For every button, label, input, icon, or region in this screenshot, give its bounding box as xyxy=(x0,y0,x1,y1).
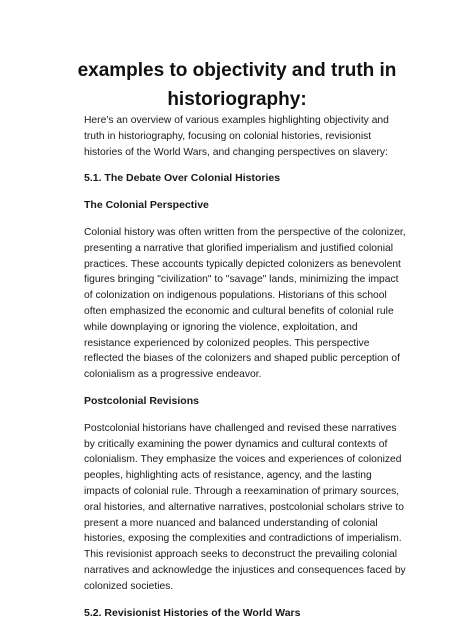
colonial-perspective-heading: The Colonial Perspective xyxy=(84,199,209,212)
section-2-heading: 5.2. Revisionist Histories of the World Wars xyxy=(84,606,301,619)
postcolonial-heading: Postcolonial Revisions xyxy=(84,394,199,407)
intro-paragraph: Here’s an overview of various examples highlighting objectivity and truth in historiography, focusing on colonial histories, revisionist histories of the World Wars, and changing perspectives on slavery: xyxy=(84,115,389,158)
document-body xyxy=(84,113,406,632)
section-1-heading: 5.1. The Debate Over Colonial Histories xyxy=(84,172,281,185)
postcolonial-paragraph: Postcolonial historians have challenged and revised these narratives by critically examining the power dynamics and cultural contexts of colonialism. They emphasize the voices and experiences of colonized peoples, highlighting acts of resistance, agency, and the lasting impacts of colonial rule. Through a reexamination of primary sources, oral histories, and alternative narratives, postcolonial scholars strive to present a more nuanced and balanced understanding of colonial histories, exposing the complexities and contradictions of imperialism. This revisionist approach seeks to deconstruct the prevailing colonial narratives and acknowledge the injustices and consequences faced by colonized societies. xyxy=(84,422,406,592)
colonial-perspective-paragraph: Colonial history was often written from the perspective of the colonizer, presenting a narrative that glorified imperialism and justified colonial practices. These accounts typically depicted colonizers as benevolent figures bringing "civilization" to "savage" lands, minimizing the impact of colonization on indigenous populations. Historians of this school often emphasized the economic and cultural benefits of colonial rule while downplaying or ignoring the violence, exploitation, and resistance experienced by colonized peoples. This perspective reflected the biases of the colonizers and shaped public perception of colonialism as a progressive endeavor. xyxy=(84,226,406,381)
document-title: examples to objectivity and truth in historiography: xyxy=(77,60,397,110)
